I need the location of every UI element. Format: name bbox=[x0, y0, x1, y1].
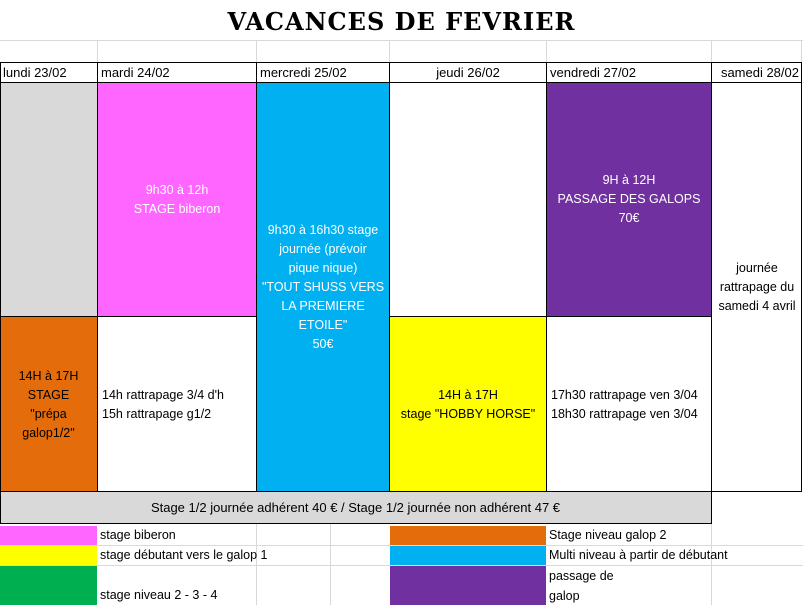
legend-swatch-multi-niveau bbox=[390, 546, 546, 565]
legend-swatch-stage-niveau-galop-2 bbox=[390, 526, 546, 545]
day-header-wednesday: mercredi 25/02 bbox=[260, 65, 347, 80]
grid-line bbox=[711, 524, 712, 605]
price-note: Stage 1/2 journée adhérent 40 € / Stage 1/2 journée non adhérent 47 € bbox=[0, 492, 711, 523]
grid-line bbox=[256, 62, 257, 492]
grid-line bbox=[256, 40, 257, 62]
grid-line bbox=[546, 62, 547, 492]
grid-line bbox=[801, 40, 802, 62]
grid-line bbox=[711, 40, 712, 62]
legend-swatch-stage-debutant bbox=[0, 546, 97, 565]
monday-afternoon-event: 14H à 17H STAGE "prépa galop1/2" bbox=[0, 317, 97, 492]
legend-swatch-stage-biberon bbox=[0, 526, 97, 545]
grid-line bbox=[0, 62, 1, 524]
grid-line bbox=[546, 40, 547, 62]
legend-label-stage-niveau-2-3-4: stage niveau 2 - 3 - 4 bbox=[100, 588, 218, 602]
legend-label-passage-de-galop: passage de galop bbox=[549, 569, 614, 603]
day-header-tuesday: mardi 24/02 bbox=[101, 65, 170, 80]
grid-line bbox=[801, 62, 802, 492]
day-header-friday: vendredi 27/02 bbox=[550, 65, 637, 80]
grid-line bbox=[97, 62, 98, 492]
grid-line bbox=[389, 316, 712, 317]
saturday-event: journée rattrapage du samedi 4 avril bbox=[718, 261, 796, 313]
grid-line bbox=[0, 82, 802, 83]
legend-swatch-passage-de-galop bbox=[390, 566, 546, 605]
day-header-saturday: samedi 28/02 bbox=[720, 65, 799, 80]
page-title: VACANCES DE FEVRIER bbox=[227, 7, 576, 36]
grid-line bbox=[97, 40, 98, 62]
thursday-morning-cell bbox=[390, 83, 546, 316]
grid-line bbox=[389, 40, 390, 62]
grid-line bbox=[330, 524, 331, 605]
friday-morning-event: 9H à 12H PASSAGE DES GALOPS 70€ bbox=[547, 83, 711, 316]
grid-line bbox=[256, 524, 257, 605]
tuesday-morning-event: 9h30 à 12h STAGE biberon bbox=[98, 83, 256, 316]
friday-afternoon-event: 17h30 rattrapage ven 3/04 18h30 rattrapage ven 3/04 bbox=[551, 387, 698, 421]
grid-line bbox=[0, 523, 712, 524]
grid-line bbox=[0, 491, 802, 492]
day-header-thursday: jeudi 26/02 bbox=[436, 65, 500, 80]
legend-label-multi-niveau: Multi niveau à partir de débutant bbox=[549, 548, 728, 562]
monday-morning-cell bbox=[0, 83, 97, 316]
wednesday-full-day-event: 9h30 à 16h30 stage journée (prévoir pique nique) "TOUT SHUSS VERS LA PREMIERE ETOILE" 50€ bbox=[257, 83, 389, 492]
legend-label-stage-niveau-galop-2: Stage niveau galop 2 bbox=[549, 528, 667, 542]
grid-line bbox=[0, 316, 257, 317]
grid-line bbox=[0, 40, 803, 41]
legend-label-stage-biberon: stage biberon bbox=[100, 528, 176, 542]
tuesday-afternoon-event: 14h rattrapage 3/4 d'h 15h rattrapage g1/2 bbox=[102, 387, 224, 421]
grid-line bbox=[0, 62, 802, 63]
grid-line bbox=[711, 62, 712, 524]
thursday-afternoon-event: 14H à 17H stage "HOBBY HORSE" bbox=[390, 317, 546, 492]
legend-label-stage-debutant: stage débutant vers le galop 1 bbox=[100, 548, 268, 562]
grid-line bbox=[389, 62, 390, 492]
legend-swatch-stage-niveau-2-3-4 bbox=[0, 566, 97, 605]
day-header-monday: lundi 23/02 bbox=[3, 65, 67, 80]
